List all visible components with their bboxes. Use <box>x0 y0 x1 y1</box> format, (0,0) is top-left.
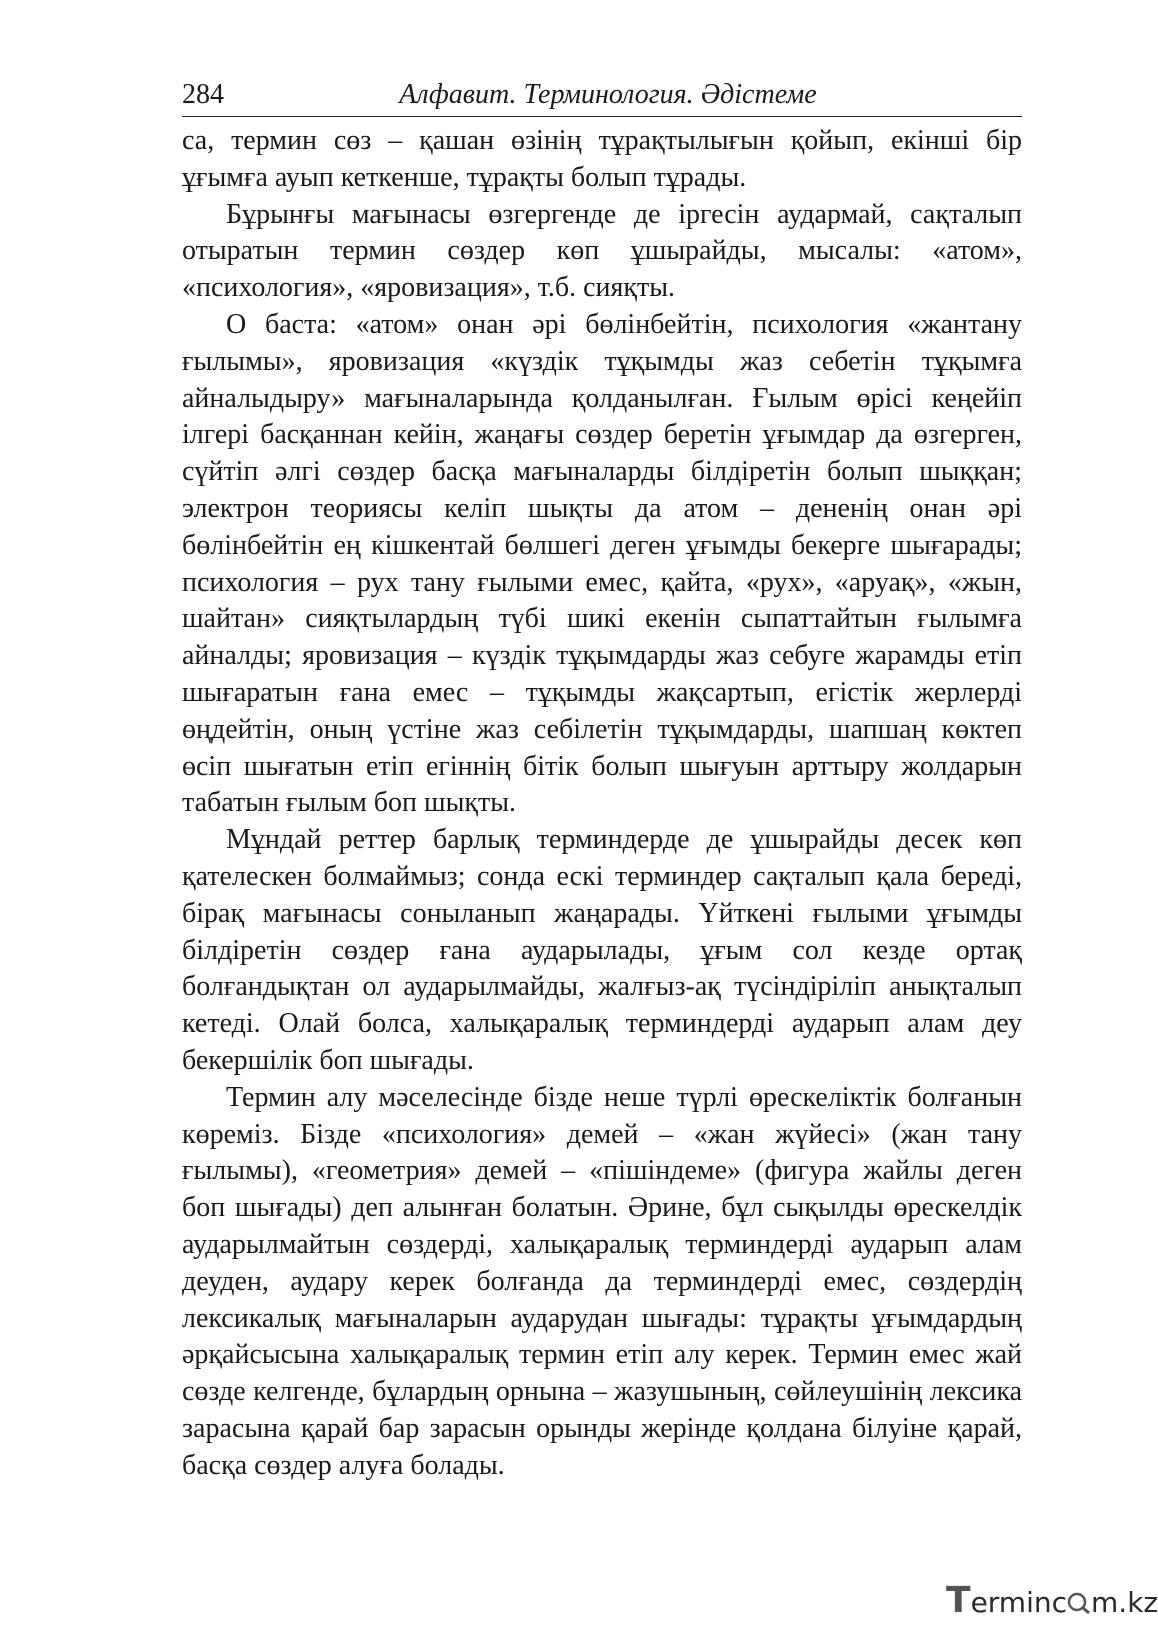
running-header <box>182 78 1022 117</box>
running-title: Алфавит. Терминология. Әдістеме <box>399 79 817 110</box>
page-body <box>182 123 1022 1484</box>
book-page <box>182 78 1022 1484</box>
paragraph-5: Термин алу мәселесінде бізде неше түрлі өрескеліктік болғанын көреміз. Бізде «психология» демей – «жан жүйесі» (жан тану ғылымы), «геометрия» демей – «пішіндеме» (фигура жайлы деген боп шығады) деп алынған болатын. Әрине, бұл сықылды өрескелдік аударылмайтын сөздерді, халықаралық терминдерді аударып алам деуден, аудару керек болғанда да терминдерді емес, сөздердің лексикалық мағыналарын аударудан шығады: тұрақты ұғымдардың әрқайсысына халықаралық термин етіп алу керек. Термин емес жай сөзде келгенде, бұлардың орнына – жазушының, сөйлеушінің лексика зарасына қарай бар зарасын орынды жерінде қолдана білуіне қарай, басқа сөздер алуға болады. <box>182 1081 1022 1481</box>
paragraph-2: Бұрынғы мағынасы өзгергенде де іргесін аудармай, сақталып отыратын термин сөздер көп ұшырайды, мысалы: «атом», «психология», «яровизация», т.б. сияқты. <box>182 198 1022 304</box>
magnifier-icon <box>1067 1588 1091 1612</box>
logo-text-a: erminc <box>970 1586 1068 1619</box>
paragraph-3: О баста: «атом» онан әрі бөлінбейтін, психология «жантану ғылымы», яровизация «күздік тұқымды жаз себетін тұқымға айналыдыру» мағыналарында қолданылған. Ғылым өрісі кеңейіп ілгері басқаннан кейін, жаңағы сөздер беретін ұғымдар да өзгерген, сүйтіп әлгі сөздер басқа мағыналарды білдіретін болып шыққан; электрон теориясы келіп шықты да атом – дененің онан әрі бөлінбейтін ең кішкентай бөлшегі деген ұғымды бекерге шығарады; психология – рух тану ғылыми емес, қайта, «рух», «аруақ», «жын, шайтан» сияқтылардың түбі шикі екенін сыпаттайтын ғылымға айналды; яровизация – күздік тұқымдарды жаз себуге жарамды етіп шығаратын ғана емес – тұқымды жақсартып, егістік жерлерді өңдейтін, оның үстіне жаз себілетін тұқымдарды, шапшаң көктеп өсіп шығатын етіп егіннің бітік болып шығуын арттыру жолдарын табатын ғылым боп шықты. <box>182 308 1022 819</box>
logo-text-b: m.kz <box>1091 1586 1158 1619</box>
paragraph-4: Мұндай реттер барлық терминдерде де ұшырайды десек көп қателескен болмаймыз; сонда ескі терминдер сақталып қала береді, бірақ мағынасы соныланып жаңарады. Үйткені ғылыми ұғымды білдіретін сөздер ғана аударылады, ұғым сол кезде ортақ болғандықтан ол аударылмайды, жалғыз-ақ түсіндіріліп анықталып кетеді. Олай болса, халықаралық терминдерді аударып алам деу бекершілік боп шығады. <box>182 824 1022 1076</box>
site-watermark-logo <box>946 1580 1158 1621</box>
page-number: 284 <box>182 79 224 110</box>
paragraph-1: са, термин сөз – қашан өзінің тұрақтылығын қойып, екінші бір ұғымға ауып кеткенше, тұрақты болып тұрады. <box>182 125 1022 193</box>
logo-letter: T <box>946 1580 971 1621</box>
